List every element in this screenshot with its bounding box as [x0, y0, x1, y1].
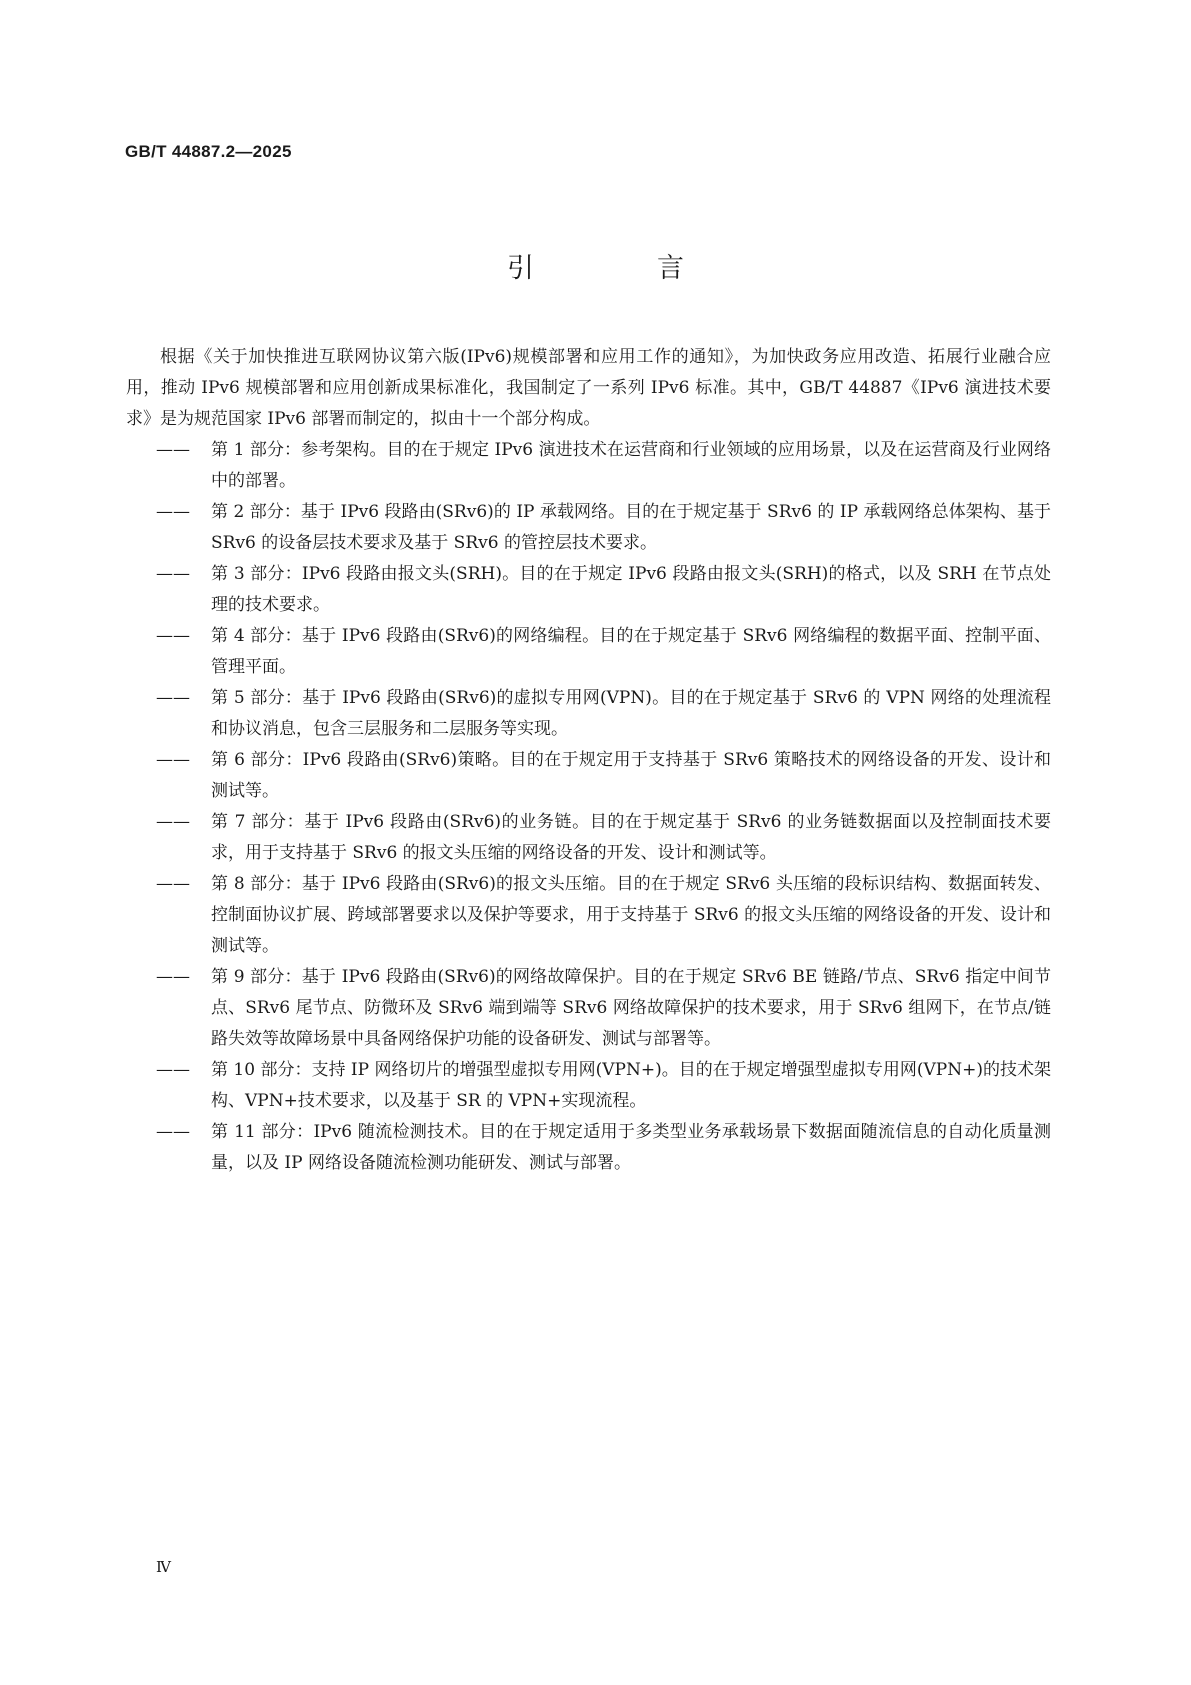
dash-marker: —— [156, 688, 190, 708]
list-item [156, 621, 1051, 683]
document-body [126, 342, 1051, 1179]
list-item-text: 第 1 部分：参考架构。目的在于规定 IPv6 演进技术在运营商和行业领域的应用场景，以及在运营商及行业网络中的部署。 [211, 440, 1051, 491]
section-title: 引 言 [507, 253, 732, 284]
list-item [156, 1117, 1051, 1179]
dash-marker: —— [156, 564, 190, 584]
list-item-text: 第 10 部分：支持 IP 网络切片的增强型虚拟专用网(VPN+)。目的在于规定增强型虚拟专用网(VPN+)的技术架构、VPN+技术要求，以及基于 SR 的 VPN+实现流程。 [211, 1060, 1051, 1111]
list-item-text: 第 6 部分：IPv6 段路由(SRv6)策略。目的在于规定用于支持基于 SRv6 策略技术的网络设备的开发、设计和测试等。 [211, 750, 1051, 801]
list-item-text: 第 5 部分：基于 IPv6 段路由(SRv6)的虚拟专用网(VPN)。目的在于规定基于 SRv6 的 VPN 网络的处理流程和协议消息，包含三层服务和二层服务等实现。 [211, 688, 1051, 739]
dash-marker: —— [156, 626, 190, 646]
dash-marker: —— [156, 440, 190, 460]
list-item [156, 745, 1051, 807]
dash-marker: —— [156, 874, 190, 894]
list-item [156, 1055, 1051, 1117]
dash-marker: —— [156, 967, 190, 987]
list-item-text: 第 8 部分：基于 IPv6 段路由(SRv6)的报文头压缩。目的在于规定 SRv6 头压缩的段标识结构、数据面转发、控制面协议扩展、跨域部署要求以及保护等要求，用于支持基于 SRv6 的报文头压缩的网络设备的开发、设计和测试等。 [211, 874, 1051, 956]
page-number: Ⅳ [156, 1558, 171, 1576]
list-item [156, 962, 1051, 1055]
list-item [156, 683, 1051, 745]
document-code: GB/T 44887.2—2025 [125, 142, 292, 161]
list-item [156, 559, 1051, 621]
dash-marker: —— [156, 502, 190, 522]
list-item [156, 807, 1051, 869]
intro-paragraph: 根据《关于加快推进互联网协议第六版(IPv6)规模部署和应用工作的通知》，为加快政务应用改造、拓展行业融合应用，推动 IPv6 规模部署和应用创新成果标准化，我国制定了一系列 IPv6 标准。其中，GB/T 44887《IPv6 演进技术要求》是为规范国家 IPv6 部署而制定的，拟由十一个部分构成。 [126, 347, 1051, 429]
list-item-text: 第 11 部分：IPv6 随流检测技术。目的在于规定适用于多类型业务承载场景下数据面随流信息的自动化质量测量，以及 IP 网络设备随流检测功能研发、测试与部署。 [211, 1122, 1051, 1173]
list-item [156, 869, 1051, 962]
dash-marker: —— [156, 812, 190, 832]
dash-marker: —— [156, 1060, 190, 1080]
list-item-text: 第 3 部分：IPv6 段路由报文头(SRH)。目的在于规定 IPv6 段路由报文头(SRH)的格式，以及 SRH 在节点处理的技术要求。 [211, 564, 1051, 615]
list-item [156, 497, 1051, 559]
list-item-text: 第 4 部分：基于 IPv6 段路由(SRv6)的网络编程。目的在于规定基于 SRv6 网络编程的数据平面、控制平面、管理平面。 [211, 626, 1051, 677]
list-item [156, 435, 1051, 497]
list-item-text: 第 7 部分：基于 IPv6 段路由(SRv6)的业务链。目的在于规定基于 SRv6 的业务链数据面以及控制面技术要求，用于支持基于 SRv6 的报文头压缩的网络设备的开发、设计和测试等。 [211, 812, 1051, 863]
list-item-text: 第 9 部分：基于 IPv6 段路由(SRv6)的网络故障保护。目的在于规定 SRv6 BE 链路/节点、SRv6 指定中间节点、SRv6 尾节点、防微环及 SRv6 端到端等 SRv6 网络故障保护的技术要求，用于 SRv6 组网下，在节点/链路失效等故障场景中具备网络保护功能的设备研发、测试与部署等。 [211, 967, 1051, 1049]
list-item-text: 第 2 部分：基于 IPv6 段路由(SRv6)的 IP 承载网络。目的在于规定基于 SRv6 的 IP 承载网络总体架构、基于 SRv6 的设备层技术要求及基于 SRv6 的管控层技术要求。 [211, 502, 1051, 553]
part-list [156, 435, 1051, 1179]
dash-marker: —— [156, 1122, 190, 1142]
dash-marker: —— [156, 750, 190, 770]
